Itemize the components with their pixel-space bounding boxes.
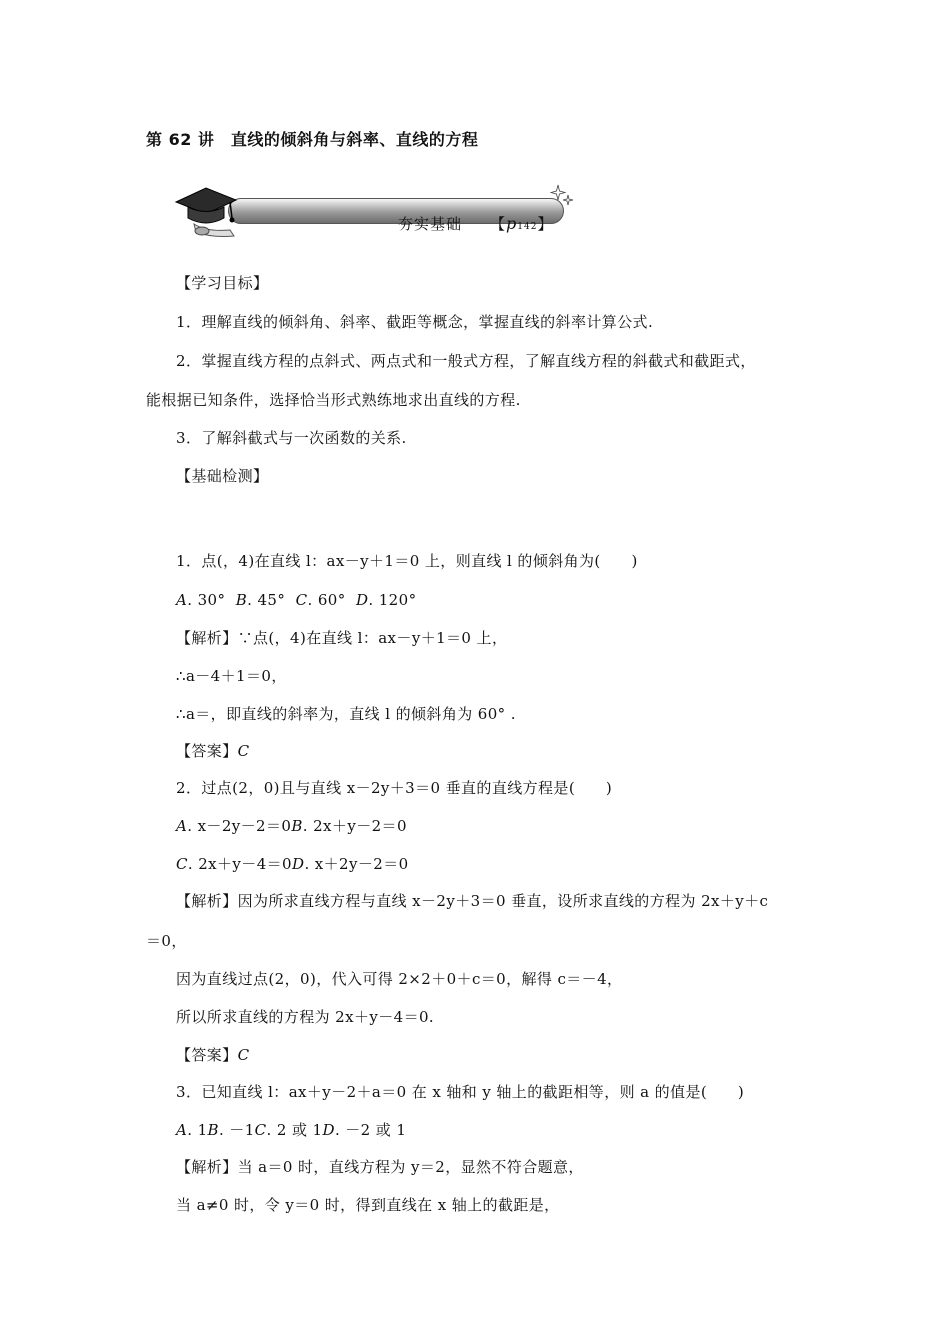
goal-item-continued: 能根据已知条件，选择恰当形式熟练地求出直线的方程.	[146, 391, 521, 409]
question-2-options: A. x－2y－2＝0B. 2x＋y－2＝0	[176, 817, 407, 835]
solution-line: ∴a－4＋1＝0，	[176, 667, 287, 685]
page-reference	[490, 215, 553, 233]
solution-line: 【解析】因为所求直线方程与直线 x－2y＋3＝0 垂直，设所求直线的方程为 2x＋y＋c	[176, 892, 769, 910]
page-number: 142	[517, 222, 538, 232]
solution-line: 【解析】当 a＝0 时，直线方程为 y＝2，显然不符合题意，	[176, 1158, 584, 1176]
question-3: 3．已知直线 l：ax＋y－2＋a＝0 在 x 轴和 y 轴上的截距相等，则 a 的值是( )	[176, 1083, 745, 1101]
banner-label	[398, 213, 553, 234]
solution-line: 【解析】∵点(，4)在直线 l：ax－y＋1＝0 上，	[176, 629, 508, 647]
solution-line: 所以所求直线的方程为 2x＋y－4＝0.	[176, 1008, 435, 1026]
goal-item: 2．掌握直线方程的点斜式、两点式和一般式方程，了解直线方程的斜截式和截距式，	[176, 352, 756, 370]
graduation-cap-icon	[172, 180, 252, 240]
question-1: 1．点(，4)在直线 l：ax－y＋1＝0 上，则直线 l 的倾斜角为( )	[176, 552, 638, 570]
solution-line: 因为直线过点(2，0)，代入可得 2×2＋0＋c＝0，解得 c＝－4，	[176, 970, 623, 988]
question-1-options: A. 30° B. 45° C. 60° D. 120°	[176, 591, 417, 609]
solution-line: ∴a＝，即直线的斜率为，直线 l 的倾斜角为 60° .	[176, 705, 516, 723]
answer-line: 【答案】C	[176, 742, 250, 760]
section-heading-goals: 【学习目标】	[176, 274, 269, 292]
lecture-title: 第 62 讲 直线的倾斜角与斜率、直线的方程	[146, 130, 479, 149]
bracket-left: 【	[490, 215, 507, 233]
section-heading-check: 【基础检测】	[176, 467, 269, 485]
banner-title: 夯实基础	[398, 215, 463, 233]
question-2: 2．过点(2，0)且与直线 x－2y＋3＝0 垂直的直线方程是( )	[176, 779, 613, 797]
goal-item: 3．了解斜截式与一次函数的关系.	[176, 429, 407, 447]
goal-item: 1．理解直线的倾斜角、斜率、截距等概念，掌握直线的斜率计算公式.	[176, 313, 654, 331]
sparkle-icon	[550, 183, 574, 207]
section-banner	[172, 180, 592, 240]
bracket-right: 】	[537, 215, 554, 233]
question-3-options: A. 1B. －1C. 2 或 1D. －2 或 1	[176, 1121, 407, 1139]
solution-line: ＝0，	[146, 932, 187, 950]
solution-line: 当 a≠0 时，令 y＝0 时，得到直线在 x 轴上的截距是，	[176, 1196, 560, 1214]
answer-line: 【答案】C	[176, 1046, 250, 1064]
question-2-options: C. 2x＋y－4＝0D. x＋2y－2＝0	[176, 855, 409, 873]
page-letter: p	[506, 214, 518, 233]
